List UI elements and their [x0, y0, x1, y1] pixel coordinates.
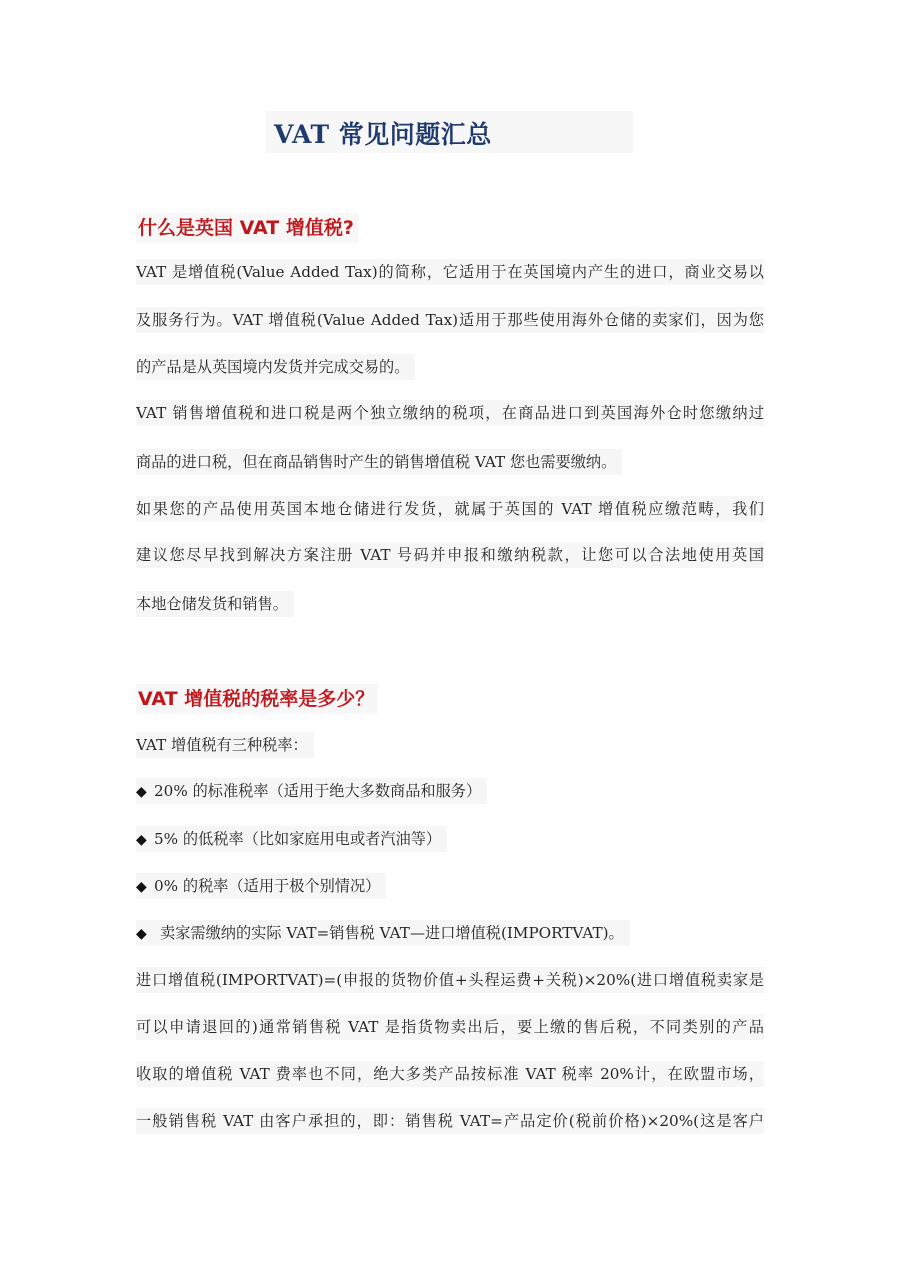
diamond-bullet-icon: ◆ — [136, 926, 147, 942]
paragraph-line: VAT 是增值税(Value Added Tax)的简称，它适用于在英国境内产生的进口，商业交易以 — [136, 259, 764, 285]
paragraph-line: VAT 销售增值税和进口税是两个独立缴纳的税项，在商品进口到英国海外仓时您缴纳过 — [136, 400, 764, 426]
paragraph-line: 可以申请退回的)通常销售税 VAT 是指货物卖出后，要上缴的售后税，不同类别的产品 — [136, 1014, 764, 1040]
paragraph-line: 进口增值税(IMPORTVAT)=(申报的货物价值+头程运费+关税)×20%(进口增值税卖家是 — [136, 967, 764, 993]
bullet-text: 0% 的税率（适用于极个别情况） — [154, 877, 381, 895]
page-title-banner — [266, 111, 633, 153]
paragraph-line: 本地仓储发货和销售。 — [136, 591, 294, 617]
rate-bullet-item — [136, 873, 386, 899]
formula-bullet-item — [136, 920, 630, 946]
diamond-bullet-icon: ◆ — [136, 784, 147, 800]
bullet-text: 20% 的标准税率（适用于绝大多数商品和服务） — [154, 782, 482, 800]
paragraph-line: VAT 增值税有三种税率： — [136, 732, 314, 758]
paragraph-line: 商品的进口税，但在商品销售时产生的销售增值税 VAT 您也需要缴纳。 — [136, 449, 622, 475]
bullet-text: 5% 的低税率（比如家庭用电或者汽油等） — [154, 830, 442, 848]
paragraph-line: 建议您尽早找到解决方案注册 VAT 号码并申报和缴纳税款，让您可以合法地使用英国 — [136, 542, 764, 568]
rate-bullet-item — [136, 826, 447, 852]
page-title: VAT 常见问题汇总 — [274, 120, 492, 149]
paragraph-line: 如果您的产品使用英国本地仓储进行发货，就属于英国的 VAT 增值税应缴范畴，我们 — [136, 496, 764, 522]
paragraph-line: 的产品是从英国境内发货并完成交易的。 — [136, 354, 415, 380]
section-heading-vat-rates: VAT 增值税的税率是多少？ — [136, 684, 378, 714]
paragraph-line: 一般销售税 VAT 由客户承担的，即：销售税 VAT=产品定价(税前价格)×20%(这是客户 — [136, 1108, 764, 1134]
bullet-text: 卖家需缴纳的实际 VAT=销售税 VAT—进口增值税(IMPORTVAT)。 — [160, 924, 624, 942]
diamond-bullet-icon: ◆ — [136, 879, 147, 895]
section-heading-what-is-vat: 什么是英国 VAT 增值税? — [136, 213, 358, 243]
rate-bullet-item — [136, 778, 487, 804]
paragraph-line: 收取的增值税 VAT 费率也不同，绝大多类产品按标准 VAT 税率 20%计，在欧盟市场， — [136, 1061, 764, 1087]
paragraph-line: 及服务行为。VAT 增值税(Value Added Tax)适用于那些使用海外仓储的卖家们，因为您 — [136, 307, 764, 333]
diamond-bullet-icon: ◆ — [136, 832, 147, 848]
